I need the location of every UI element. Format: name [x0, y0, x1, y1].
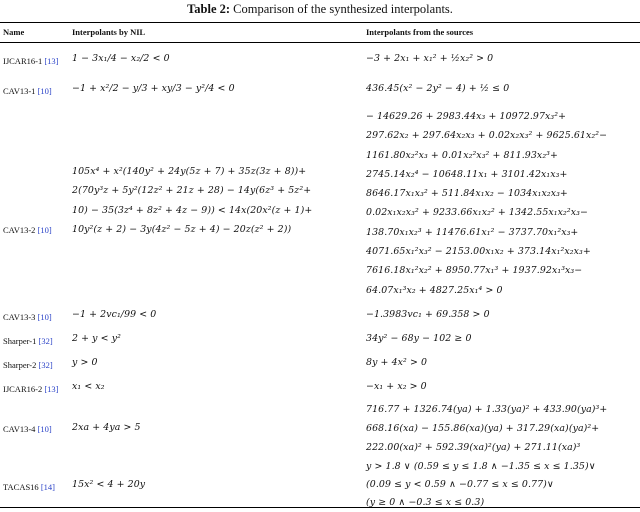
formula-line: 2xa + 4ya > 5 [72, 422, 141, 433]
formula-line: −1 + x²/2 − y/3 + xy/3 − y²/4 < 0 [72, 83, 235, 94]
citation-link[interactable]: [10] [37, 312, 52, 322]
row-name [3, 312, 52, 322]
caption-text: Comparison of the synthesized interpolants. [230, 2, 453, 16]
source-interpolant [366, 458, 596, 512]
citation-link[interactable]: [14] [40, 482, 55, 492]
nil-interpolant [72, 330, 121, 348]
formula-line: 436.45(x² − 2y² − 4) + ½ ≤ 0 [366, 83, 510, 94]
row-name [3, 56, 59, 66]
formula-line: 138.70x₁x₂³ + 11476.61x₁² − 3737.70x₁²x₃+ [366, 226, 579, 238]
citation-link[interactable]: [13] [44, 56, 59, 66]
row-name-text: CAV13-1 [3, 86, 36, 96]
row-name [3, 336, 53, 346]
nil-interpolant [72, 306, 156, 324]
source-interpolant [366, 107, 607, 300]
formula-line: (y ≥ 0 ∧ −0.3 ≤ x ≤ 0.3) [366, 497, 485, 508]
row-name [3, 360, 53, 370]
bottom-rule [0, 507, 640, 508]
source-interpolant [366, 306, 490, 324]
header-sources: Interpolants from the sources [366, 27, 474, 37]
formula-line: −3 + 2x₁ + x₁² + ½x₂² > 0 [366, 53, 494, 64]
row-name-text: Sharper-2 [3, 360, 37, 370]
source-interpolant [366, 80, 509, 98]
formula-line: 1 − 3x₁/4 − x₂/2 < 0 [72, 53, 170, 64]
citation-link[interactable]: [13] [44, 384, 59, 394]
nil-interpolant [72, 418, 141, 437]
formula-line: − 14629.26 + 2983.44x₃ + 10972.97x₃²+ [366, 111, 567, 122]
formula-line: y > 0 [72, 357, 98, 368]
formula-line: (0.09 ≤ y < 0.59 ∧ −0.77 ≤ x ≤ 0.77)∨ [366, 479, 554, 490]
formula-line: 2745.14x₂⁴ − 10648.11x₁ + 3101.42x₁x₃+ [366, 168, 568, 180]
citation-link[interactable]: [10] [37, 225, 52, 235]
citation-link[interactable]: [32] [38, 336, 53, 346]
row-name-text: Sharper-1 [3, 336, 37, 346]
formula-line: 10) − 35(3z⁴ + 8z² + 4z − 9)) < 14x(20x²(z + 1)+ [72, 204, 313, 216]
formula-line: −x₁ + x₂ > 0 [366, 381, 427, 392]
formula-line: 34y² − 68y − 102 ≥ 0 [366, 333, 472, 344]
formula-line: 15x² < 4 + 20y [72, 479, 146, 490]
formula-line: x₁ < x₂ [72, 381, 105, 392]
formula-line: 10y²(z + 2) − 3y(4z² − 5z + 4) − 20z(z² + 2)) [72, 223, 292, 235]
row-name [3, 384, 59, 394]
formula-line: 8y + 4x² > 0 [366, 357, 428, 368]
nil-interpolant [72, 162, 312, 239]
source-interpolant [366, 354, 427, 372]
row-name-text: IJCAR16-1 [3, 56, 43, 66]
formula-line: 222.00(xa)² + 592.39(xa)²(ya) + 271.11(xa)³ [366, 442, 581, 453]
source-interpolant [366, 330, 472, 348]
formula-line: 716.77 + 1326.74(ya) + 1.33(ya)² + 433.90(ya)³+ [366, 404, 608, 415]
formula-line: y > 1.8 ∨ (0.59 ≤ y ≤ 1.8 ∧ −1.35 ≤ x ≤ 1.35)∨ [366, 461, 596, 472]
formula-line: 8646.17x₁x₃² + 511.84x₁x₂ − 1034x₁x₂x₃+ [366, 188, 568, 200]
formula-line: 7616.18x₁²x₂² + 8950.77x₁³ + 1937.92x₁³x₃− [366, 265, 583, 277]
citation-link[interactable]: [10] [37, 86, 52, 96]
caption-label: Table 2: [187, 2, 231, 16]
header-nil: Interpolants by NIL [72, 27, 146, 37]
header-rule [0, 42, 640, 43]
formula-line: 2(70y³z + 5y²(12z² + 21z + 28) − 14y(6z³ + 5z²+ [72, 185, 312, 197]
row-name-text: CAV13-3 [3, 312, 36, 322]
formula-line: 668.16(xa) − 155.86(xa)(ya) + 317.29(xa)(ya)²+ [366, 423, 600, 434]
table-caption [0, 2, 640, 17]
row-name [3, 482, 55, 492]
nil-interpolant [72, 80, 235, 98]
formula-line: 297.62x₂ + 297.64x₂x₃ + 0.02x₂x₃² + 9625.61x₂²− [366, 130, 608, 142]
nil-interpolant [72, 378, 105, 396]
formula-line: 1161.80x₂²x₃ + 0.01x₂²x₃² + 811.93x₂³+ [366, 149, 558, 161]
citation-link[interactable]: [10] [37, 424, 52, 434]
top-rule [0, 22, 640, 23]
source-interpolant [366, 378, 427, 396]
formula-line: 105x⁴ + x²(140y² + 24y(5z + 7) + 35z(3z + 8))+ [72, 166, 307, 177]
formula-line: 2 + y < y² [72, 333, 121, 344]
citation-link[interactable]: [32] [38, 360, 53, 370]
header-name: Name [3, 27, 25, 37]
nil-interpolant [72, 476, 145, 494]
formula-line: 64.07x₁³x₂ + 4827.25x₁⁴ > 0 [366, 284, 503, 296]
source-interpolant [366, 400, 607, 457]
row-name-text: TACAS16 [3, 482, 39, 492]
formula-line: 0.02x₁x₂x₃² + 9233.66x₁x₂² + 1342.55x₁x₂²x₃− [366, 207, 588, 219]
nil-interpolant [72, 354, 98, 372]
source-interpolant [366, 50, 493, 68]
nil-interpolant [72, 50, 170, 68]
row-name-text: CAV13-2 [3, 225, 36, 235]
row-name [3, 424, 52, 434]
row-name-text: CAV13-4 [3, 424, 36, 434]
row-name-text: IJCAR16-2 [3, 384, 43, 394]
formula-line: −1 + 2vc₁/99 < 0 [72, 309, 157, 320]
row-name [3, 225, 52, 235]
formula-line: 4071.65x₁²x₃² − 2153.00x₁x₂ + 373.14x₁²x₂x₃+ [366, 246, 591, 258]
row-name [3, 86, 52, 96]
formula-line: −1.3983vc₁ + 69.358 > 0 [366, 309, 490, 320]
